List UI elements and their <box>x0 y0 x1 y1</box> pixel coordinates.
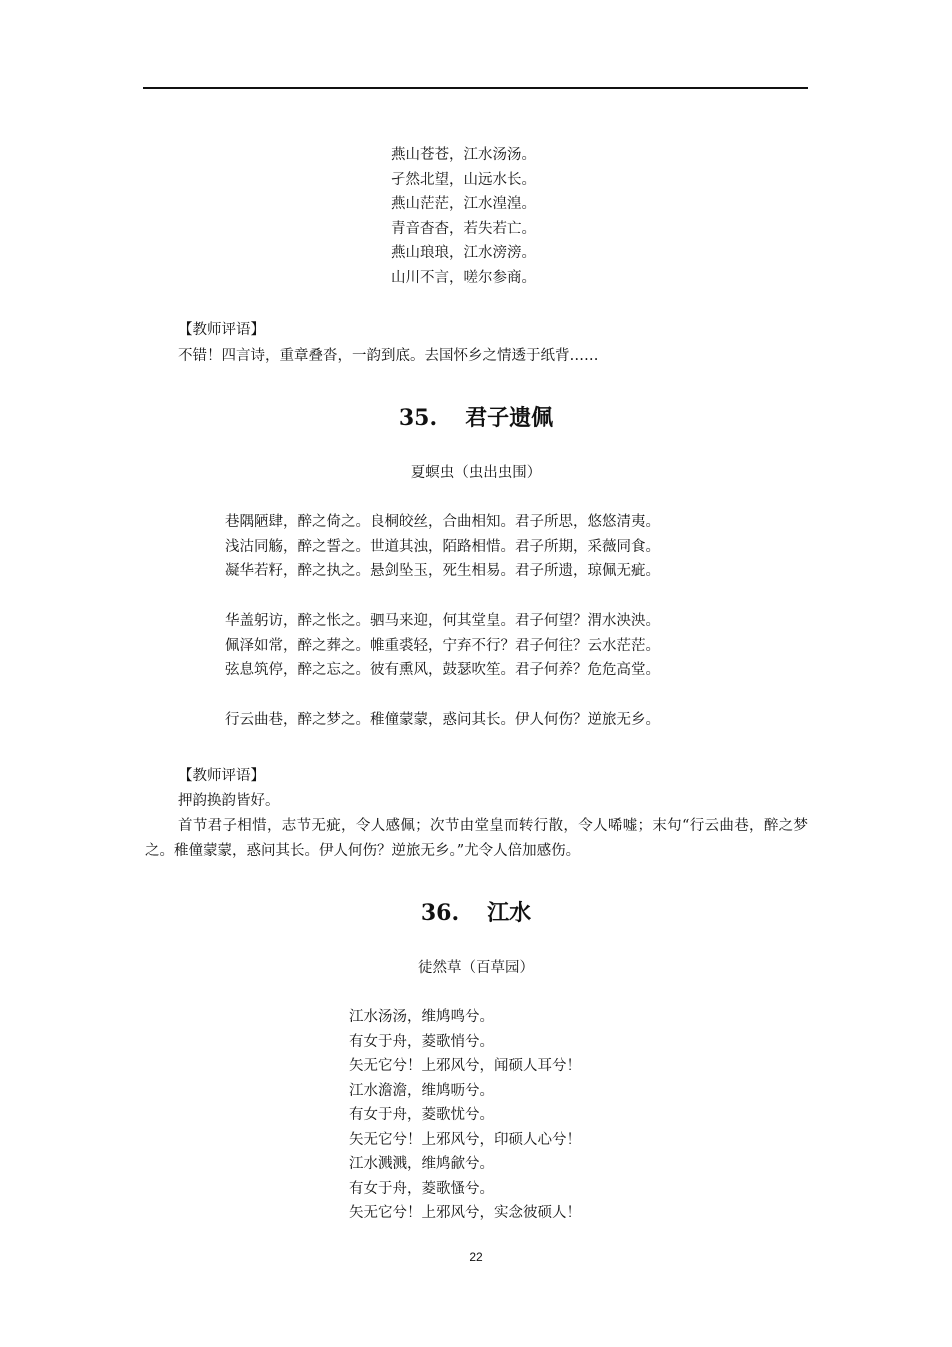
poem-line: 行云曲巷，醉之梦之。稚僮蒙蒙，惑问其长。伊人何伤？逆旅无乡。 <box>225 712 660 728</box>
poem-line: 有女于舟，菱歌忧兮。 <box>349 1107 494 1123</box>
poem-line: 凝华若籽，醉之执之。悬剑坠玉，死生相易。君子所遗，琼佩无疵。 <box>225 563 660 579</box>
section-author: 徒然草（百草园） <box>418 960 534 976</box>
poem-line: 矢无它兮！上邪风兮，实念彼硕人！ <box>349 1205 581 1221</box>
poem-stanza-2 <box>225 609 660 683</box>
poem-line: 孑然北望，山远水长。 <box>391 171 536 188</box>
poem-stanza-1 <box>225 510 660 584</box>
poem-line: 弦息筑停，醉之忘之。彼有熏风，鼓瑟吹笙。君子何养？危危高堂。 <box>225 662 660 678</box>
poem-line: 佩泽如常，醉之葬之。帷重裘轻，宁弃不行？君子何往？云水茫茫。 <box>225 637 660 654</box>
page-number: 22 <box>469 1250 483 1264</box>
poem-line: 江水溅溅，维鸠歈兮。 <box>349 1156 494 1172</box>
poem-line: 燕山琅琅，江水滂滂。 <box>391 245 536 261</box>
poem-line: 浅沽同觞，醉之誓之。世道其浊，陌路相惜。君子所期，采薇同食。 <box>225 538 660 555</box>
teacher-comment-text: 不错！四言诗，重章叠沓，一韵到底。去国怀乡之情透于纸背…… <box>178 348 599 364</box>
poem-jiangshui <box>349 1005 581 1226</box>
poem-line: 青音杳杳，若失若亡。 <box>391 220 536 237</box>
section-number: 36. <box>420 900 460 926</box>
poem-line: 江水澹澹，维鸠呖兮。 <box>349 1082 494 1099</box>
teacher-comment-label: 【教师评语】 <box>178 768 265 784</box>
header-rule <box>143 87 808 89</box>
section-heading <box>0 896 952 927</box>
teacher-comment-label: 【教师评语】 <box>178 322 265 338</box>
section-author: 夏螟虫（虫出虫围） <box>410 465 542 481</box>
section-heading <box>0 401 952 432</box>
poem-line: 燕山苍苍，江水汤汤。 <box>391 147 536 163</box>
poem-top <box>391 143 536 290</box>
teacher-comment-paragraph: 首节君子相惜，志节无疵，令人感佩；次节由堂皇而转行散，令人唏嘘；末句“行云曲巷，醉之梦之。稚僮蒙蒙，惑问其长。伊人何伤？逆旅无乡。”尤令人倍加感伤。 <box>145 818 808 859</box>
poem-line: 有女于舟，菱歌悄兮。 <box>349 1033 494 1050</box>
section-title: 君子遗佩 <box>465 405 554 431</box>
poem-stanza-3 <box>225 708 660 733</box>
section-title: 江水 <box>487 900 532 926</box>
section-number: 35. <box>398 405 438 431</box>
poem-line: 有女于舟，菱歌慅兮。 <box>349 1180 494 1197</box>
poem-line: 江水汤汤，维鸠鸣兮。 <box>349 1009 494 1025</box>
poem-line: 巷隅陋肆，醉之倚之。良桐皎丝，合曲相知。君子所思，悠悠清夷。 <box>225 514 660 530</box>
poem-line: 矢无它兮！上邪风兮，印硕人心兮！ <box>349 1131 581 1148</box>
poem-line: 山川不言，嗟尔参商。 <box>391 269 536 286</box>
poem-line: 矢无它兮！上邪风兮，闻硕人耳兮！ <box>349 1058 581 1074</box>
teacher-comment-line: 押韵换韵皆好。 <box>178 793 280 809</box>
poem-line: 燕山茫茫，江水湟湟。 <box>391 196 536 212</box>
poem-line: 华盖躬访，醉之怅之。驷马来迎，何其堂皇。君子何望？渭水泱泱。 <box>225 613 660 629</box>
